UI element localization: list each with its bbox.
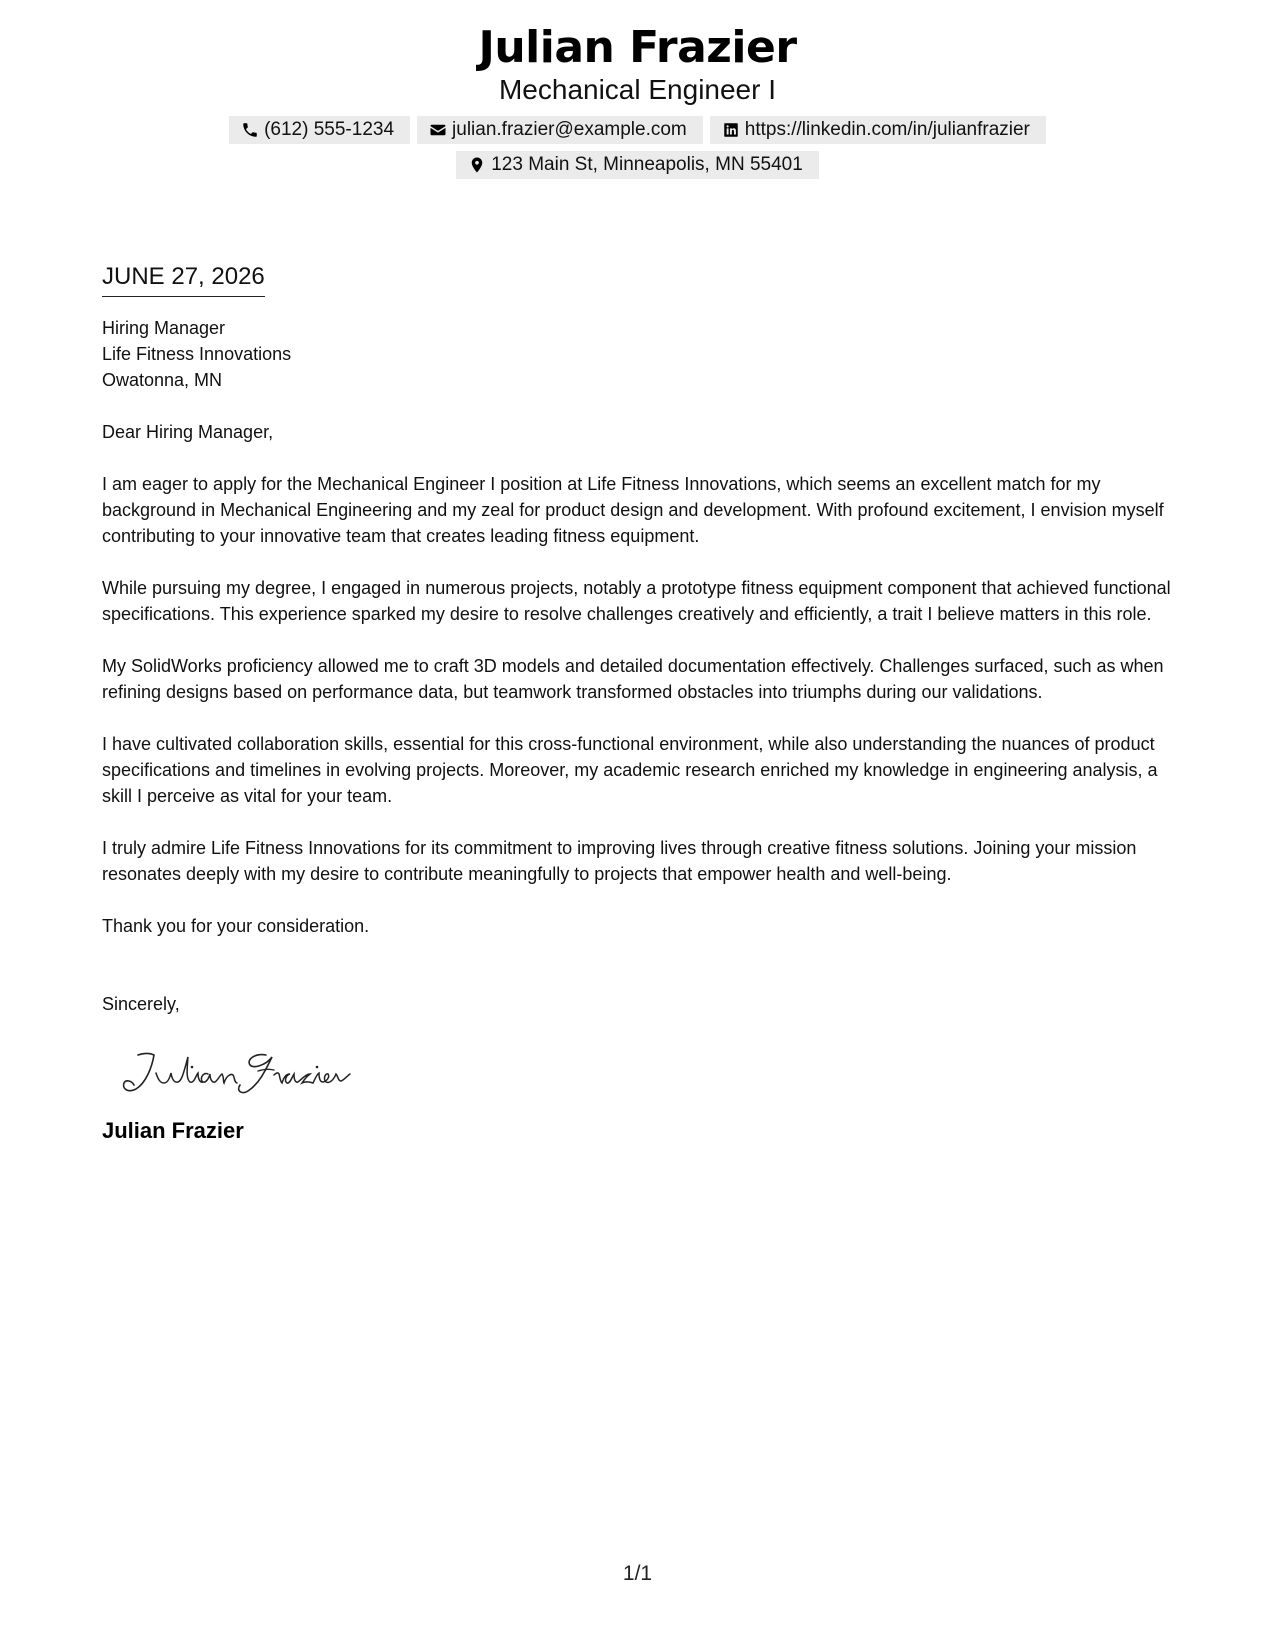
closing-line: Sincerely, [102, 994, 180, 1014]
phone-number: (612) 555-1234 [264, 119, 395, 140]
letter-body [102, 262, 1172, 1145]
signer-name: Julian Frazier [102, 1118, 244, 1143]
email-address[interactable]: julian.frazier@example.com [452, 119, 687, 140]
map-pin-icon [468, 156, 486, 174]
body-paragraph: While pursuing my degree, I engaged in numerous projects, notably a prototype fitness equipment component that achieved functional specifications. This experience sparked my desire to resolve challenges creatively and efficiently, a trait I believe matters in this role. [102, 578, 1171, 624]
phone-icon [241, 121, 259, 139]
linkedin-url[interactable]: https://linkedin.com/in/julianfrazier [744, 119, 1030, 140]
body-paragraph: I have cultivated collaboration skills, essential for this cross-functional environment, while also understanding the nuances of product specifications and timelines in evolving projects. Moreover, my academic research enriched my knowledge in engineering analysis, a skill I perceive as vital for your team. [102, 734, 1158, 806]
job-title: Mechanical Engineer I [498, 74, 777, 105]
letter-header [0, 22, 1275, 179]
recipient-location: Owatonna, MN [102, 370, 223, 390]
recipient-block [102, 315, 1172, 393]
signature-image [116, 1043, 356, 1103]
thank-you-line: Thank you for your consideration. [102, 916, 370, 936]
contact-info [0, 116, 1275, 179]
email-chip[interactable] [417, 116, 703, 144]
recipient-title: Hiring Manager [102, 318, 226, 338]
linkedin-icon [722, 121, 740, 139]
linkedin-chip[interactable] [710, 116, 1046, 144]
handwritten-signature [116, 1043, 1172, 1103]
salutation: Dear Hiring Manager, [102, 422, 274, 442]
letter-date: JUNE 27, 2026 [102, 262, 265, 297]
phone-chip [229, 116, 410, 144]
page-number: 1/1 [622, 1562, 653, 1585]
body-paragraph: My SolidWorks proficiency allowed me to craft 3D models and detailed documentation effectively. Challenges surfaced, such as when refining designs based on performance data, but teamwork transformed obstacles into triumphs during our validations. [102, 656, 1164, 702]
applicant-name: Julian Frazier [478, 22, 797, 73]
contact-row-2 [456, 151, 819, 179]
contact-row-1 [229, 116, 1046, 144]
body-paragraph: I am eager to apply for the Mechanical Engineer I position at Life Fitness Innovations, which seems an excellent match for my background in Mechanical Engineering and my zeal for product design and development. With profound excitement, I envision myself contributing to your innovative team that creates leading fitness equipment. [102, 474, 1164, 546]
body-paragraph: I truly admire Life Fitness Innovations for its commitment to improving lives through creative fitness solutions. Joining your mission resonates deeply with my desire to contribute meaningfully to projects that empower health and well-being. [102, 838, 1137, 884]
envelope-icon [429, 121, 447, 139]
street-address: 123 Main St, Minneapolis, MN 55401 [491, 154, 803, 175]
address-chip [456, 151, 819, 179]
recipient-company: Life Fitness Innovations [102, 344, 292, 364]
